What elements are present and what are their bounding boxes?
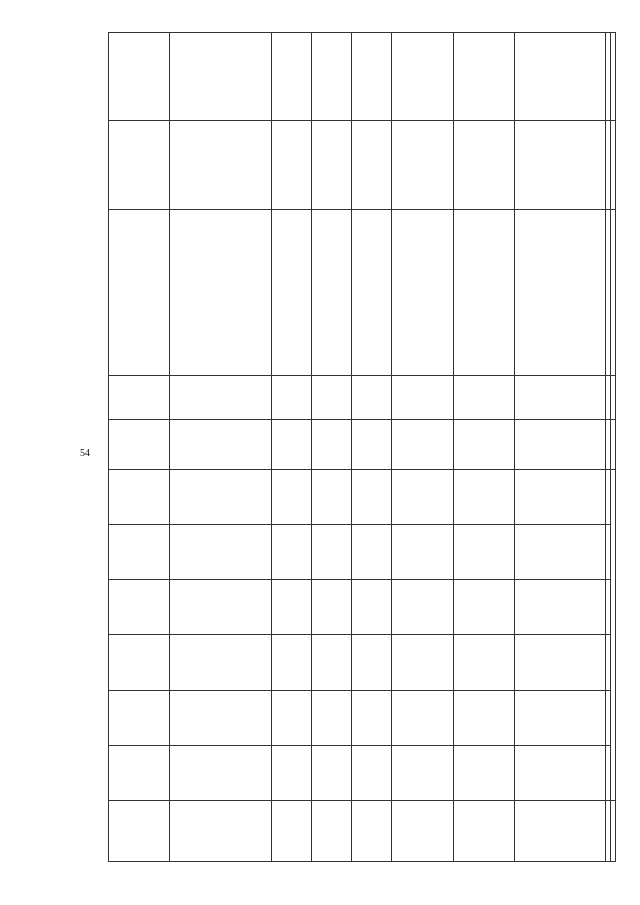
row-actual [312,419,352,469]
row-value [170,635,272,690]
budget-code [392,33,453,121]
table-row [170,33,272,862]
analytic-code [515,121,606,209]
row-unit [515,375,606,419]
row-value [170,745,272,800]
header-year-subheader [606,375,611,419]
row-value [312,524,352,579]
table-row [453,33,514,862]
row-name [515,209,606,375]
row-value [312,690,352,745]
header-years-group [611,469,616,801]
row-value [272,635,312,690]
row-value [312,580,352,635]
row-value [453,580,514,635]
header-goals [611,209,616,375]
row-value [312,745,352,800]
row-name [312,209,352,375]
budget-code [272,33,312,121]
header-year-subheader [606,209,611,375]
row-value [109,580,170,635]
row-value [392,745,453,800]
header-year-subheader [606,469,611,524]
row-target [453,801,514,862]
row-value [453,690,514,745]
row-unit [453,375,514,419]
row-target [312,801,352,862]
header-year-subheader [606,121,611,209]
analytic-code [170,121,272,209]
table-row [109,33,170,862]
analytic-code [352,121,392,209]
row-name [453,209,514,375]
budget-code [453,33,514,121]
analytic-code [453,121,514,209]
row-name [392,209,453,375]
row-actual [109,419,170,469]
row-value [515,469,606,524]
row-value [392,690,453,745]
row-value [109,469,170,524]
row-value [312,469,352,524]
row-value [392,469,453,524]
row-actual [352,419,392,469]
row-actual [453,419,514,469]
row-value [312,635,352,690]
row-value [515,690,606,745]
row-value [352,580,392,635]
row-actual [170,419,272,469]
program-table [108,32,616,862]
row-name [272,209,312,375]
row-value [392,580,453,635]
row-value [109,635,170,690]
row-actual [515,419,606,469]
budget-code [109,33,170,121]
budget-code [515,33,606,121]
row-value [392,524,453,579]
row-target [272,801,312,862]
row-value [453,524,514,579]
table-row [352,33,392,862]
row-unit [170,375,272,419]
header-year-subheader [606,635,611,690]
row-unit [392,375,453,419]
row-value [272,745,312,800]
header-actual [611,419,616,469]
budget-code [170,33,272,121]
row-value [515,745,606,800]
analytic-code [109,121,170,209]
row-value [352,635,392,690]
row-target [109,801,170,862]
header-year-subheader [606,33,611,121]
header-year-subheader [606,801,611,862]
row-target [392,801,453,862]
row-value [515,580,606,635]
table-row [272,33,312,862]
row-value [352,745,392,800]
row-value [109,745,170,800]
row-value [109,690,170,745]
row-unit [352,375,392,419]
header-year-subheader [606,419,611,469]
row-value [272,524,312,579]
row-value [352,524,392,579]
header-year-subheader [606,580,611,635]
row-name [170,209,272,375]
row-value [352,690,392,745]
budget-code [352,33,392,121]
row-target [352,801,392,862]
row-value [352,469,392,524]
analytic-code [392,121,453,209]
row-target [515,801,606,862]
row-name [352,209,392,375]
table-row [515,33,606,862]
header-year-subheader [606,690,611,745]
table-row [312,33,352,862]
row-actual [272,419,312,469]
header-year-subheader [606,745,611,800]
row-value [170,580,272,635]
row-unit [312,375,352,419]
row-value [392,635,453,690]
header-unit [611,375,616,419]
row-value [272,580,312,635]
row-value [453,635,514,690]
row-value [515,524,606,579]
rotated-table-container [108,32,616,862]
header-budget-codes [611,33,616,121]
analytic-code [312,121,352,209]
row-target [170,801,272,862]
row-value [272,690,312,745]
row-unit [109,375,170,419]
row-value [453,745,514,800]
row-actual [392,419,453,469]
header-target [611,801,616,862]
row-value [272,469,312,524]
header-row-2 [606,33,611,862]
row-unit [272,375,312,419]
row-value [170,690,272,745]
row-value [515,635,606,690]
analytic-code [272,121,312,209]
row-name [109,209,170,375]
row-value [109,524,170,579]
table-row [392,33,453,862]
header-row-1 [611,33,616,862]
budget-code [312,33,352,121]
header-year-subheader [606,524,611,579]
header-analytic-codes [611,121,616,209]
row-value [453,469,514,524]
row-value [170,524,272,579]
page-number: 54 [80,448,90,459]
row-value [170,469,272,524]
